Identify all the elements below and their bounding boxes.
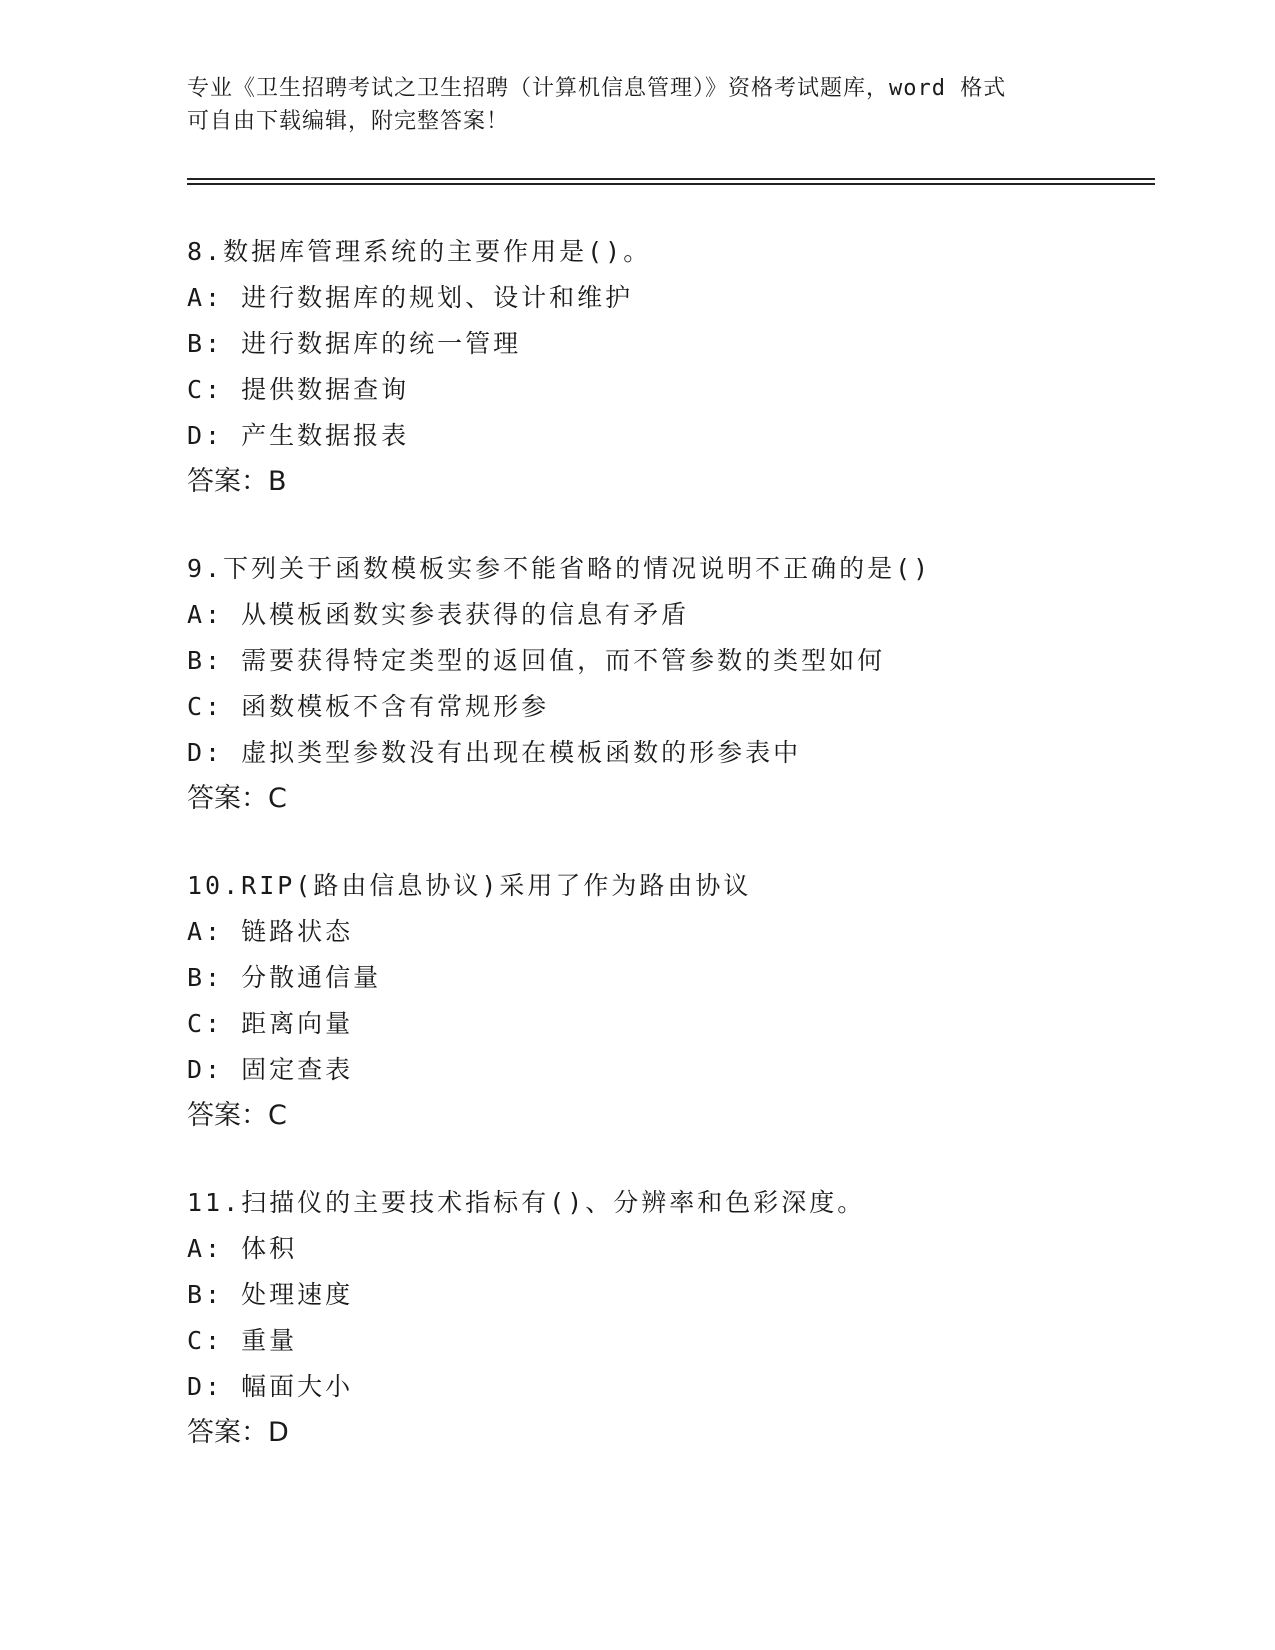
option-c: C: 提供数据查询	[187, 375, 410, 404]
question-10	[187, 863, 1155, 1139]
header-divider-top	[187, 178, 1155, 180]
question-9	[187, 546, 1155, 822]
option-c: C: 函数模板不含有常规形参	[187, 692, 550, 721]
answer: 答案：B	[187, 466, 287, 497]
option-c: C: 重量	[187, 1326, 298, 1355]
answer: 答案：D	[187, 1417, 289, 1448]
question-stem: 9.下列关于函数模板实参不能省略的情况说明不正确的是()	[187, 554, 932, 583]
question-stem: 11.扫描仪的主要技术指标有()、分辨率和色彩深度。	[187, 1188, 866, 1217]
question-8	[187, 229, 1155, 505]
option-d: D: 虚拟类型参数没有出现在模板函数的形参表中	[187, 738, 802, 767]
option-b: B: 分散通信量	[187, 963, 382, 992]
option-c: C: 距离向量	[187, 1009, 354, 1038]
option-a: A: 链路状态	[187, 917, 354, 946]
option-d: D: 幅面大小	[187, 1372, 354, 1401]
option-a: A: 进行数据库的规划、设计和维护	[187, 283, 634, 312]
option-d: D: 产生数据报表	[187, 421, 410, 450]
option-a: A: 从模板函数实参表获得的信息有矛盾	[187, 600, 690, 629]
header-line-1: 专业《卫生招聘考试之卫生招聘（计算机信息管理）》资格考试题库，word 格式	[187, 76, 1007, 101]
header-divider-bottom	[187, 183, 1155, 185]
option-b: B: 进行数据库的统一管理	[187, 329, 522, 358]
document-header	[187, 72, 1087, 138]
option-a: A: 体积	[187, 1234, 298, 1263]
option-d: D: 固定查表	[187, 1055, 354, 1084]
header-line-2: 可自由下载编辑，附完整答案！	[187, 109, 510, 134]
question-stem: 10.RIP(路由信息协议)采用了作为路由协议	[187, 871, 752, 900]
question-stem: 8.数据库管理系统的主要作用是()。	[187, 237, 652, 266]
answer: 答案：C	[187, 1100, 287, 1131]
answer: 答案：C	[187, 783, 287, 814]
option-b: B: 需要获得特定类型的返回值，而不管参数的类型如何	[187, 646, 886, 675]
option-b: B: 处理速度	[187, 1280, 354, 1309]
question-11	[187, 1180, 1155, 1456]
